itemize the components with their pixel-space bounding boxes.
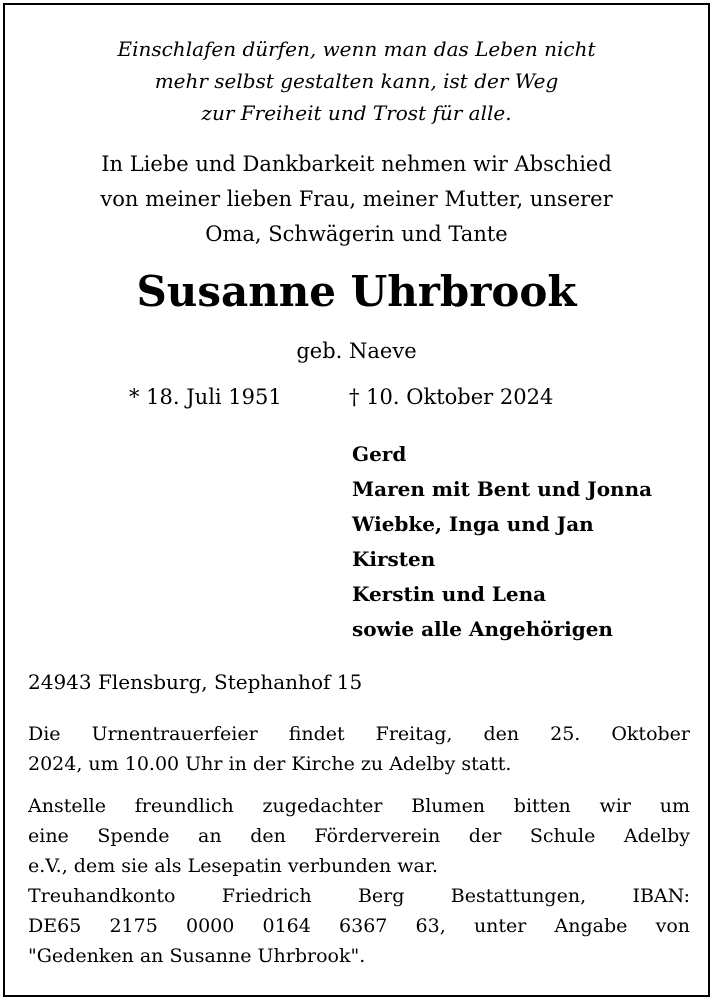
death-date: † 10. Oktober 2024 bbox=[349, 385, 554, 409]
farewell-intro bbox=[5, 147, 708, 252]
birth-date: * 18. Juli 1951 bbox=[129, 385, 282, 409]
family-address: 24943 Flensburg, Stephanhof 15 bbox=[28, 670, 363, 694]
intro-line: Oma, Schwägerin und Tante bbox=[205, 222, 508, 246]
ceremony-line: Die Urnentrauerfeier findet Freitag, den 25. Oktober bbox=[28, 723, 690, 745]
motto-quote bbox=[5, 33, 708, 129]
mourner-item: Kerstin und Lena bbox=[352, 582, 547, 606]
obituary-notice bbox=[3, 3, 710, 997]
motto-line: mehr selbst gestalten kann, ist der Weg bbox=[154, 69, 559, 93]
donation-line: Anstelle freundlich zugedachter Blumen bitten wir um bbox=[28, 795, 690, 817]
deceased-name: Susanne Uhrbrook bbox=[136, 267, 577, 316]
motto-line: zur Freiheit und Trost für alle. bbox=[201, 101, 512, 125]
mourner-item: Kirsten bbox=[352, 547, 436, 571]
mourner-item: sowie alle Angehörigen bbox=[352, 617, 613, 641]
mourner-item: Maren mit Bent und Jonna bbox=[352, 477, 653, 501]
ceremony-line: 2024, um 10.00 Uhr in der Kirche zu Adelby statt. bbox=[28, 753, 512, 775]
donation-line: "Gedenken an Susanne Uhrbrook". bbox=[28, 945, 366, 967]
mourner-item: Gerd bbox=[352, 442, 407, 466]
donation-info bbox=[28, 791, 690, 971]
mourners-list bbox=[352, 437, 652, 647]
maiden-name: geb. Naeve bbox=[296, 339, 417, 363]
donation-line: DE65 2175 0000 0164 6367 63, unter Angabe von bbox=[28, 915, 690, 937]
mourner-item: Wiebke, Inga und Jan bbox=[352, 512, 594, 536]
ceremony-info bbox=[28, 719, 690, 779]
donation-line: eine Spende an den Förderverein der Schule Adelby bbox=[28, 825, 690, 847]
donation-line: Treuhandkonto Friedrich Berg Bestattungen, IBAN: bbox=[28, 885, 690, 907]
intro-line: In Liebe und Dankbarkeit nehmen wir Abschied bbox=[101, 152, 612, 176]
donation-line: e.V., dem sie als Lesepatin verbunden war. bbox=[28, 855, 438, 877]
intro-line: von meiner lieben Frau, meiner Mutter, unserer bbox=[100, 187, 613, 211]
motto-line: Einschlafen dürfen, wenn man das Leben nicht bbox=[117, 37, 596, 61]
